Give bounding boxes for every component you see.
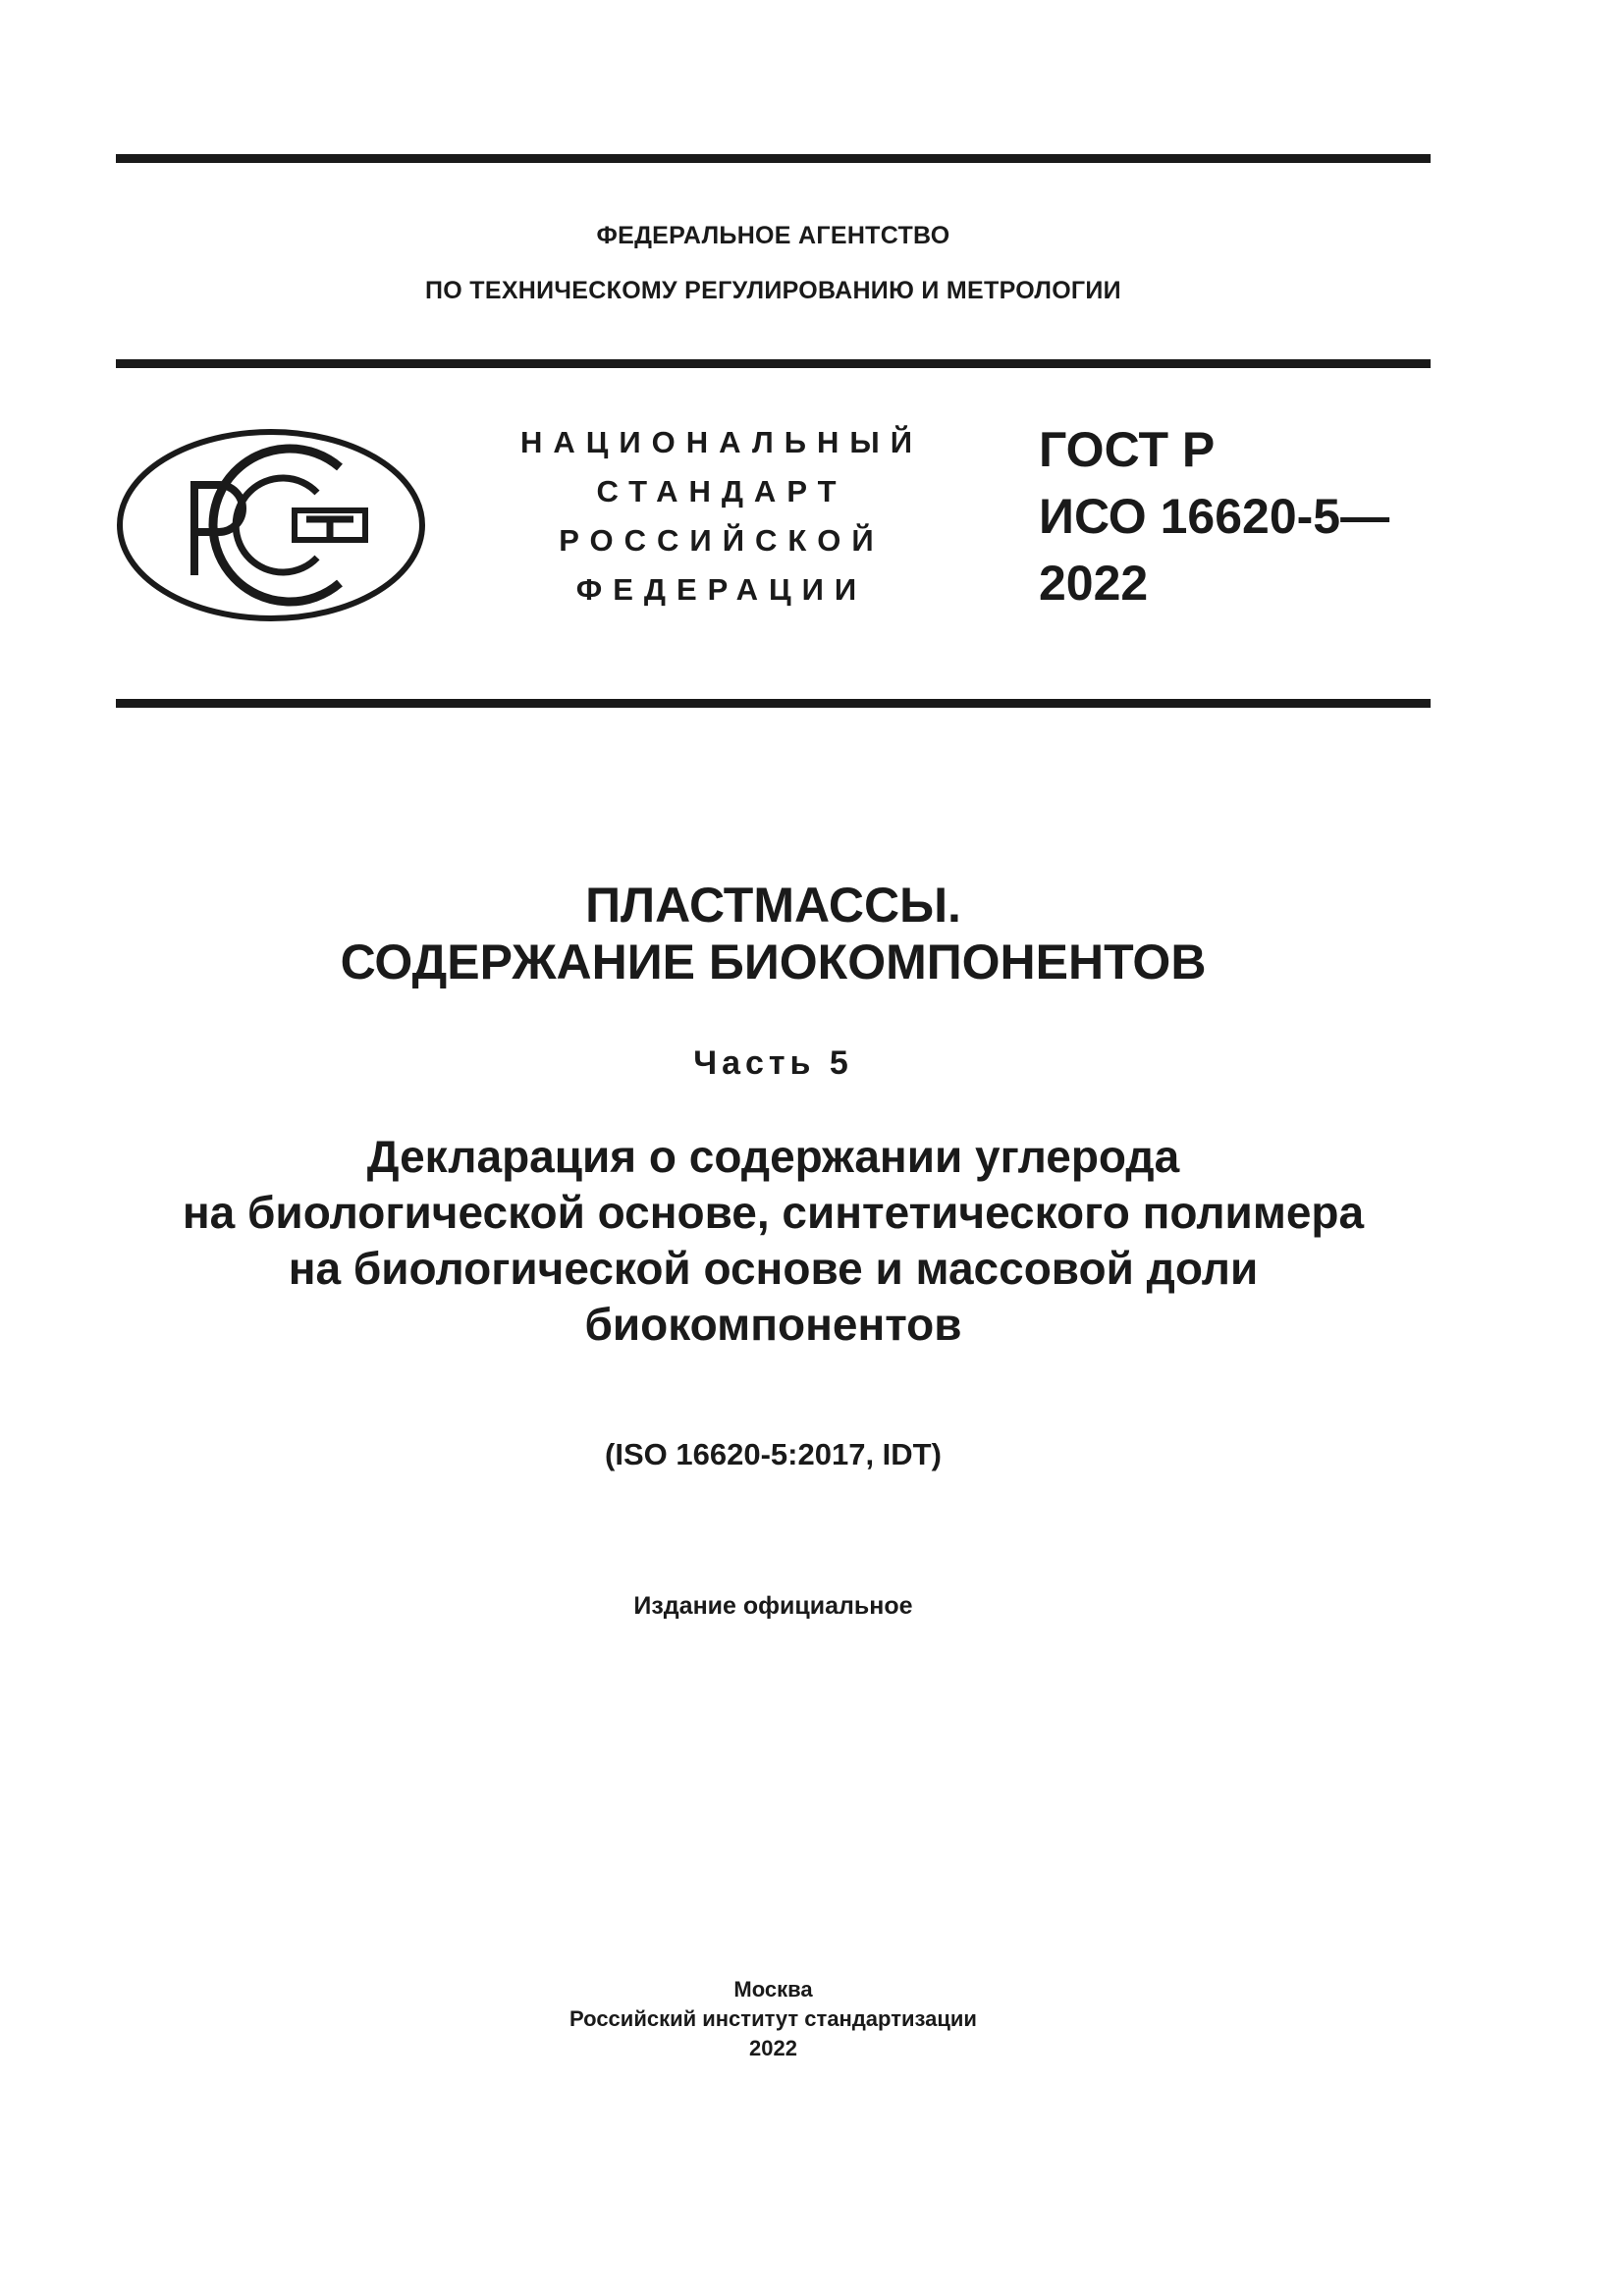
national-standard-line-3: РОССИЙСКОЙ xyxy=(559,523,885,558)
agency-line-1: ФЕДЕРАЛЬНОЕ АГЕНТСТВО xyxy=(596,222,950,249)
subtitle-line-2: на биологической основе, синтетического полимера xyxy=(182,1187,1365,1238)
national-standard-line-4: ФЕДЕРАЦИИ xyxy=(575,572,868,607)
rst-logo xyxy=(116,428,426,622)
title-line-2: СОДЕРЖАНИЕ БИОКОМПОНЕНТОВ xyxy=(340,934,1207,989)
document-subtitle xyxy=(116,1129,1431,1353)
imprint-publisher: Российский институт стандартизации xyxy=(569,2006,977,2031)
imprint-year: 2022 xyxy=(749,2036,797,2060)
part-number: Часть 5 xyxy=(693,1044,853,1082)
imprint-city: Москва xyxy=(733,1977,813,2002)
subtitle-line-3: на биологической основе и массовой доли xyxy=(288,1243,1259,1294)
designation-line-1: ГОСТ Р xyxy=(1039,422,1216,477)
imprint xyxy=(116,1975,1431,2063)
national-standard-label xyxy=(491,418,952,614)
title-line-1: ПЛАСТМАССЫ. xyxy=(585,878,961,933)
agency-line-2: ПО ТЕХНИЧЕСКОМУ РЕГУЛИРОВАНИЮ И МЕТРОЛОГИИ xyxy=(425,277,1121,304)
national-standard-line-1: НАЦИОНАЛЬНЫЙ xyxy=(519,425,924,459)
iso-reference: (ISO 16620-5:2017, IDT) xyxy=(605,1437,942,1471)
header-rule xyxy=(116,359,1431,368)
edition-note: Издание официальное xyxy=(633,1592,913,1620)
designation-line-3: 2022 xyxy=(1039,556,1149,611)
subtitle-line-4: биокомпонентов xyxy=(584,1299,962,1350)
designation-rule xyxy=(116,699,1431,708)
rst-certification-mark-icon xyxy=(116,428,426,622)
document-title xyxy=(116,877,1431,990)
designation-line-2: ИСО 16620-5— xyxy=(1039,489,1390,544)
top-rule xyxy=(116,154,1431,163)
subtitle-line-1: Декларация о содержании углерода xyxy=(366,1131,1180,1182)
national-standard-line-2: СТАНДАРТ xyxy=(596,474,847,508)
standard-designation xyxy=(1039,416,1389,616)
